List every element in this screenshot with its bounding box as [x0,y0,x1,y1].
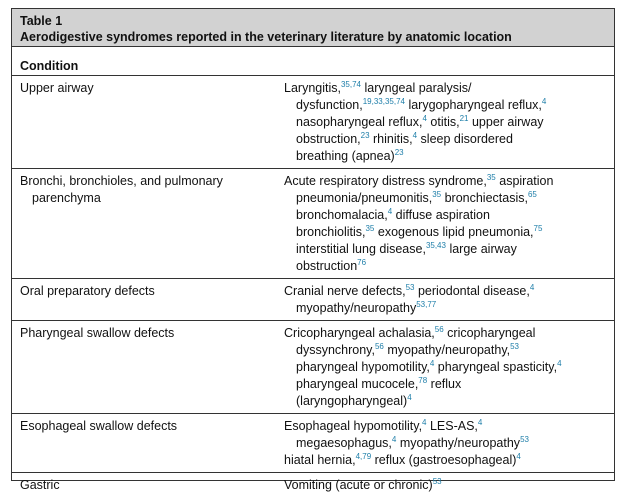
condition-text: parenchyma [32,191,101,205]
syndrome-line [284,207,606,224]
syndromes-cell [284,283,614,317]
syndrome-text: obstruction, [296,132,361,146]
syndrome-text: pharyngeal mucocele, [296,377,419,391]
citation-ref-link[interactable]: 53,77 [416,300,437,309]
syndrome-line [284,283,606,300]
citation-ref-link[interactable]: 65 [527,190,537,199]
citation-ref-link[interactable]: 53 [510,342,520,351]
syndrome-text: large airway [445,242,517,256]
syndrome-line [284,325,606,342]
syndrome-line [284,435,606,452]
condition-cell [12,477,284,494]
syndrome-text: Laryngitis, [284,81,341,95]
table-row [12,169,614,279]
syndrome-text: megaesophagus, [296,436,392,450]
citation-ref-link[interactable]: 4 [429,359,435,368]
syndrome-line [284,452,606,469]
citation-ref-link[interactable]: 4 [422,114,427,123]
syndrome-text: sleep disordered [417,132,513,146]
citation-ref-link[interactable]: 23 [360,131,370,140]
citation-ref-link[interactable]: 35,74 [340,80,362,89]
column-header-condition: Condition [12,53,614,76]
table-label: Table 1 [20,14,63,28]
syndrome-line [284,131,606,148]
syndromes-cell [284,418,614,469]
syndrome-text: pharyngeal spasticity, [434,360,558,374]
citation-ref-link[interactable]: 35 [486,173,496,182]
syndrome-text: bronchiolitis, [296,225,366,239]
syndrome-line [284,359,606,376]
syndrome-text: rhinitis, [369,132,413,146]
syndrome-line [284,258,606,275]
syndrome-text: exogenous lipid pneumonia, [374,225,534,239]
syndromes-cell [284,80,614,165]
citation-ref-link[interactable]: 56 [374,342,384,351]
condition-cell [12,80,284,165]
syndrome-text: Esophageal hypomotility, [284,419,423,433]
syndrome-line [284,342,606,359]
table-row [12,279,614,321]
syndrome-text: (laryngopharyngeal) [296,394,408,408]
syndrome-text: Cranial nerve defects, [284,284,406,298]
citation-ref-link[interactable]: 4 [412,131,418,140]
syndrome-text: larygopharyngeal reflux, [404,98,542,112]
syndrome-text: breathing (apnea) [296,149,395,163]
citation-ref-link[interactable]: 4 [387,207,393,216]
citation-ref-link[interactable]: 78 [418,376,428,385]
syndrome-text: upper airway [468,115,544,129]
syndromes-cell [284,173,614,275]
syndrome-text: myopathy/neuropathy, [383,343,511,357]
citation-ref-link[interactable]: 4 [529,283,535,292]
syndrome-text: hiatal hernia, [284,453,356,467]
syndrome-text: laryngeal paralysis/ [361,81,472,95]
citation-ref-link[interactable]: 35 [432,190,442,199]
syndrome-line [284,190,606,207]
citation-ref-link[interactable]: 53 [405,283,415,292]
syndrome-line [284,114,606,131]
condition-cell [12,418,284,469]
syndrome-text: cricopharyngeal [443,326,536,340]
syndrome-line [284,418,606,435]
syndrome-line [284,173,606,190]
syndrome-text: bronchomalacia, [296,208,388,222]
syndrome-line [284,241,606,258]
syndrome-text: myopathy/neuropathy [396,436,521,450]
condition-cell [12,325,284,410]
syndrome-text: aspiration [495,174,554,188]
syndrome-text: periodontal disease, [414,284,530,298]
syndrome-text: LES-AS, [426,419,478,433]
syndrome-text: dysfunction, [296,98,363,112]
table-1 [11,8,615,492]
citation-ref-link[interactable]: 76 [357,258,367,267]
citation-ref-link[interactable]: 4,79 [355,452,372,461]
citation-ref-link[interactable]: 4 [407,393,412,402]
table-row [12,321,614,414]
syndrome-text: reflux (gastroesophageal) [371,453,517,467]
syndrome-line [284,80,606,97]
syndrome-text: nasopharyngeal reflux, [296,115,423,129]
syndrome-text: interstitial lung disease, [296,242,426,256]
citation-ref-link[interactable]: 35 [365,224,375,233]
syndrome-line [284,477,606,494]
citation-ref-link[interactable]: 75 [533,224,543,233]
syndrome-line [284,148,606,165]
syndrome-text: Cricopharyngeal achalasia, [284,326,435,340]
condition-text: Upper airway [20,81,94,95]
citation-ref-link[interactable]: 35,43 [425,241,446,250]
citation-ref-link[interactable]: 56 [434,325,444,334]
syndrome-text: diffuse aspiration [392,208,490,222]
condition-text: Pharyngeal swallow defects [20,326,175,340]
citation-ref-link[interactable]: 4 [422,418,427,427]
syndrome-line [284,224,606,241]
citation-ref-link[interactable]: 23 [394,148,404,157]
syndrome-text: otitis, [426,115,460,129]
syndromes-cell [284,325,614,410]
syndrome-text: myopathy/neuropathy [296,301,417,315]
table-body [12,76,614,497]
citation-ref-link[interactable]: 4 [477,418,483,427]
citation-ref-link[interactable]: 4 [541,97,547,106]
table-row [12,414,614,473]
citation-ref-link[interactable]: 4 [557,359,562,368]
condition-text: Oral preparatory defects [20,284,155,298]
citation-ref-link[interactable]: 53 [520,435,529,444]
syndrome-text: reflux [427,377,462,391]
citation-ref-link[interactable]: 4 [516,452,521,461]
syndrome-text: pharyngeal hypomotility, [296,360,430,374]
syndrome-text: pneumonia/pneumonitis, [296,191,433,205]
syndromes-cell [284,477,614,494]
table-row [12,76,614,169]
condition-cell [12,283,284,317]
syndrome-text: Acute respiratory distress syndrome, [284,174,487,188]
citation-ref-link[interactable]: 4 [391,435,397,444]
table-title-band [12,9,614,47]
syndrome-line [284,300,606,317]
syndrome-text: obstruction [296,259,358,273]
syndrome-text: dyssynchrony, [296,343,375,357]
condition-text: Bronchi, bronchioles, and pulmonary [20,174,223,188]
citation-ref-link[interactable]: 21 [459,114,469,123]
table-caption: Aerodigestive syndromes reported in the veterinary literature by anatomic location [20,30,512,44]
syndrome-line [284,376,606,393]
citation-ref-link[interactable]: 53 [432,477,442,486]
syndrome-text: Vomiting (acute or chronic) [284,478,433,492]
citation-ref-link[interactable]: 19,33,35,74 [362,97,405,106]
syndrome-text: bronchiectasis, [441,191,528,205]
condition-cell [12,173,284,275]
syndrome-line [284,393,606,410]
condition-text: Esophageal swallow defects [20,419,178,433]
syndrome-line [284,97,606,114]
table-row [12,473,614,497]
condition-text: Gastric [20,478,60,492]
